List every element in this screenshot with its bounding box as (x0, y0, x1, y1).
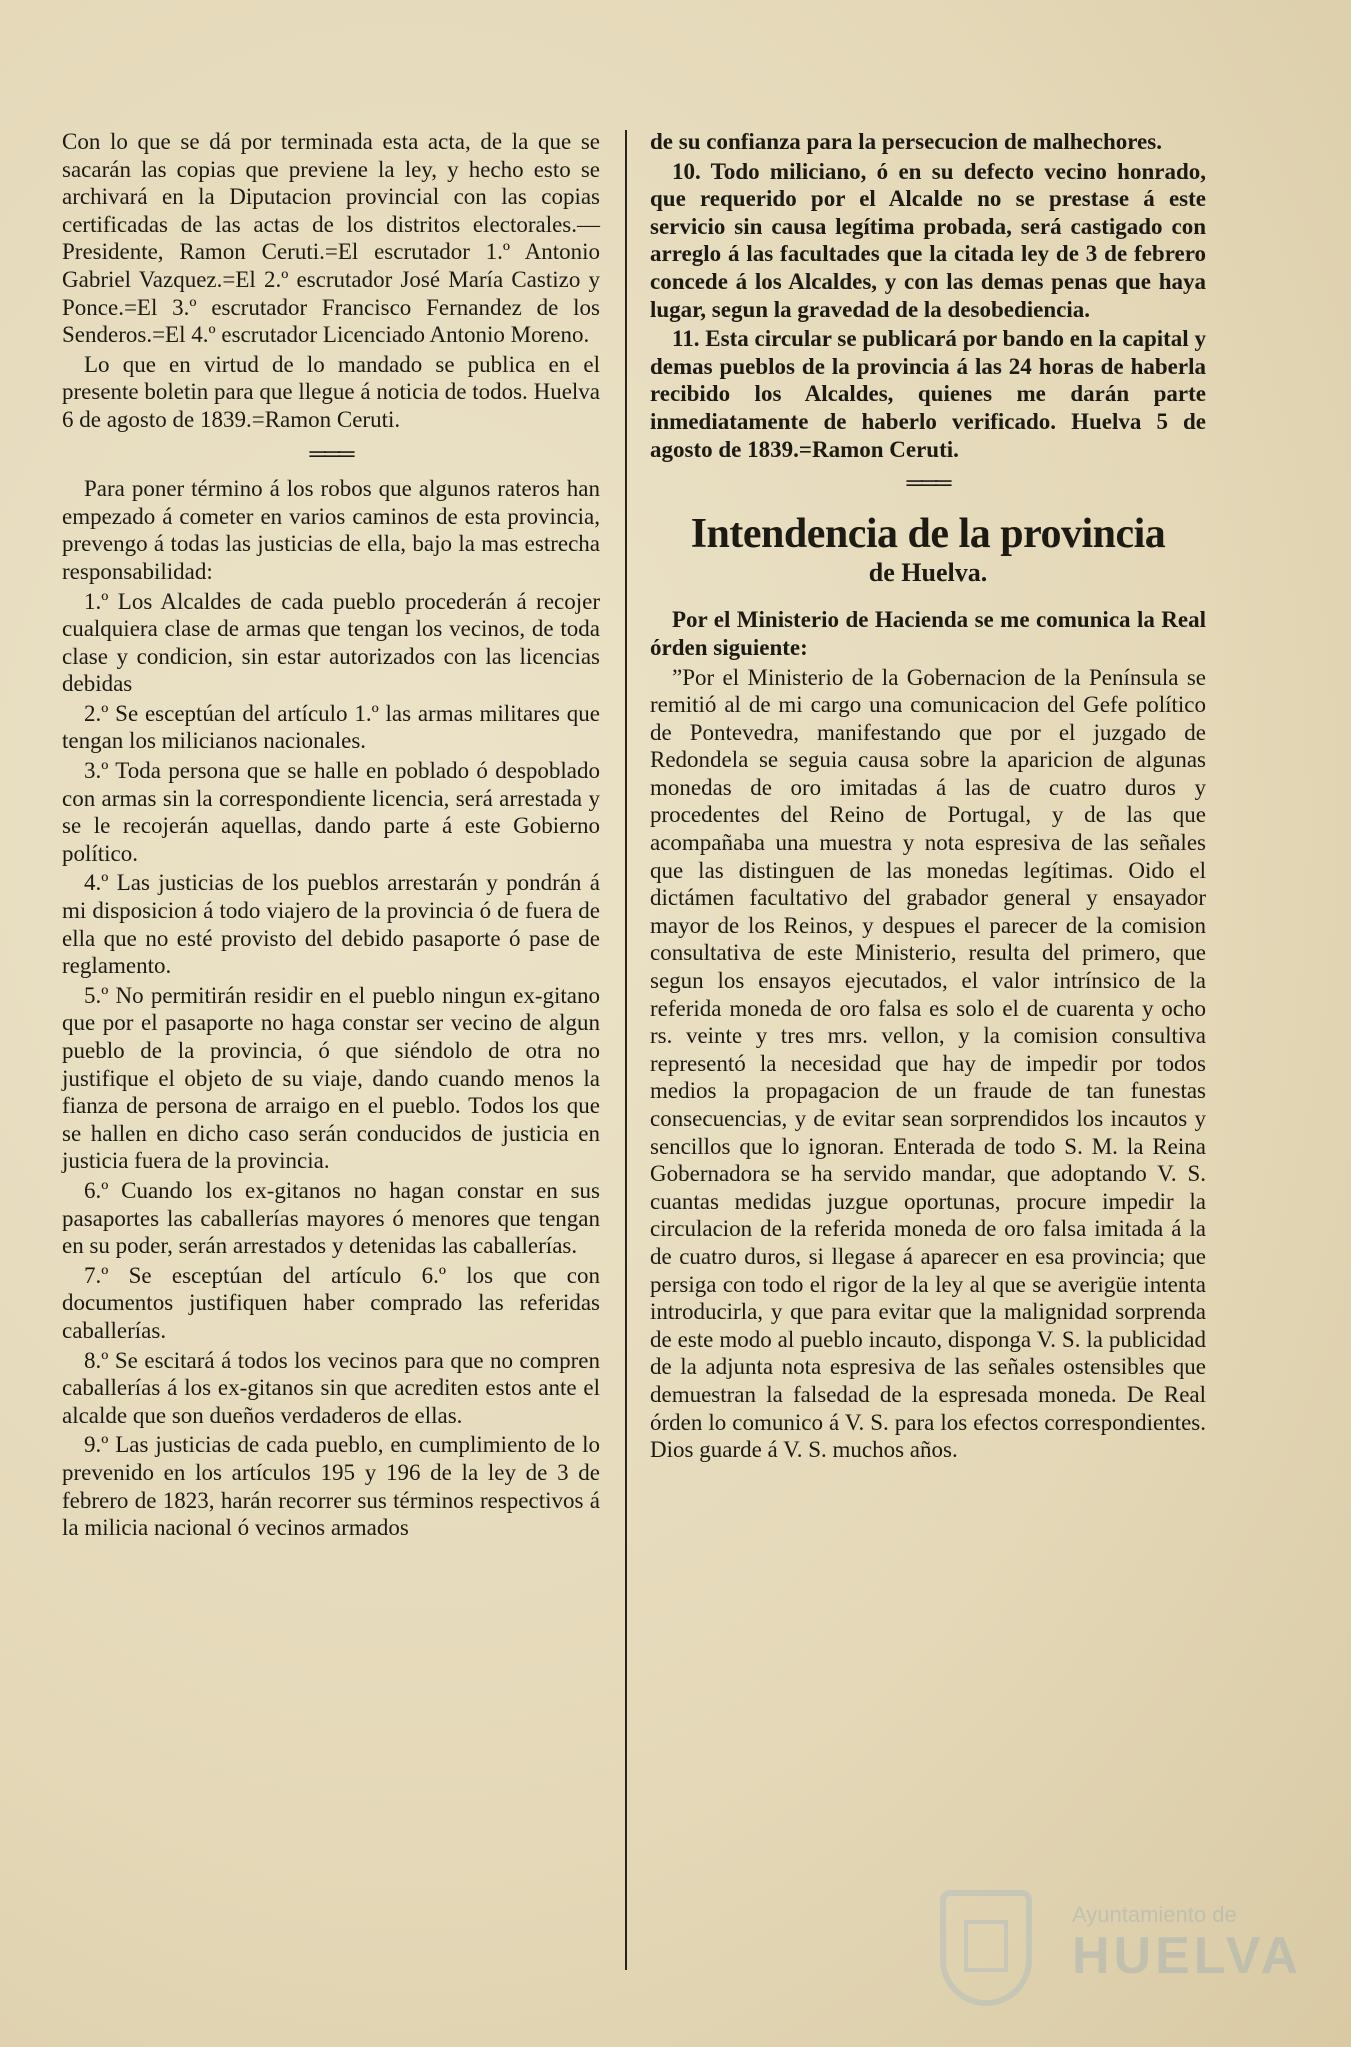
watermark-line1: Ayuntamiento de (1072, 1902, 1237, 1927)
article-2: 2.º Se esceptúan del artículo 1.º las armas militares que tengan los milicianos nacionales. (62, 700, 600, 754)
right-column (650, 128, 1206, 1466)
article-9-continuation: de su confianza para la persecucion de malhechores. (650, 129, 1162, 154)
article-3: 3.º Toda persona que se halle en poblado ó despoblado con armas sin la correspondiente licencia, será arrestada y se le recojerán aquellas, dando parte á este Gobierno político. (62, 758, 600, 866)
article-11: 11. Esta circular se publicará por bando en la capital y demas pueblos de la provincia á las 24 horas de haberla recibido los Alcaldes, quienes me darán parte inmediatamente de haberlo verificado. Huelva 5 de agosto de 1839.=Ramon Ceruti. (650, 326, 1206, 462)
coat-of-arms-icon (940, 1890, 1032, 2006)
article-1: 1.º Los Alcaldes de cada pueblo procederán á recojer cualquiera clase de armas que tengan los vecinos, de toda clase y condicion, sin estar autorizados con las licencias debidas (62, 588, 600, 697)
article-4: 4.º Las justicias de los pueblos arrestarán y pondrán á mi disposicion á todo viajero de la provincia ó de fuera de ella que no esté provisto del debido pasaporte ó pase de reglamento. (62, 870, 600, 979)
article-10: 10. Todo miliciano, ó en su defecto vecino honrado, que requerido por el Alcalde no se prestase á este servicio sin causa legítima probada, será castigado con arreglo á las facultades que la citada ley de 3 de febrero concede á los Alcaldes, y con las demas penas que haya lugar, segun la gravedad de la desobediencia. (650, 158, 1206, 322)
paragraph-robos-intro: Para poner término á los robos que algunos rateros han empezado á cometer en varios caminos de esta provincia, prevengo á todas las justicias de ella, bajo la mas estrecha responsabilidad: (62, 476, 600, 584)
separator: ═══ (906, 470, 950, 496)
archive-watermark (940, 1880, 1303, 2010)
section-heading: Intendencia de la provincia (690, 510, 1166, 557)
separator: ═══ (309, 440, 353, 466)
paragraph-real-orden: ”Por el Ministerio de la Gobernacion de la Península se remitió al de mi cargo una comunicacion del Gefe político de Pontevedra, manifestando que por el juzgado de Redondela se seguia causa sobre la aparicion de algunas monedas de oro imitadas á las de cuatro duros y procedentes del Reino de Portugal, y de las que acompañaba una muestra y nota espresiva de las señales que las distinguen de las monedas legítimas. Oido el dictámen facultativo del grabador general y ensayador mayor de los Reinos, y despues el parecer de la comision consultativa de este Ministerio, resulta del primero, que segun los ensayos ejecutados, el valor intrínsico de la referida moneda de oro falsa es solo el de cuarenta y ocho rs. veinte y tres mrs. vellon, y la comision consultiva representó la necesidad que hay de impedir por todos medios la propagacion de un fraude de tan funestas consecuencias, y de evitar sean sorprendidos los incautos y sencillos que lo ignoran. Enterada de todo S. M. la Reina Gobernadora se ha servido mandar, que adoptando V. S. cuantas medidas juzgue oportunas, procure impedir la circulacion de la referida moneda de oro falsa imitada á la de cuatro duros, si llegase á aparecer en esa provincia; que persiga con todo el rigor de la ley al que se averigüe intenta introducirla, y que para evitar que la malignidad sorprenda de este modo al pueblo incauto, disponga V. S. la publicidad de la adjunta nota espresiva de las señales ostensibles que demuestran la falsedad de la espresada moneda. De Real órden lo comunico á V. S. para los efectos correspondientes. Dios guarde á V. S. muchos años. (650, 664, 1206, 1463)
paragraph-ministerio-intro: Por el Ministerio de Hacienda se me comunica la Real órden siguiente: (650, 607, 1206, 660)
column-divider (625, 130, 627, 1970)
article-8: 8.º Se escitará á todos los vecinos para que no compren caballerías á los ex-gitanos sin que acrediten estos ante el alcalde que son dueños verdaderos de ellas. (62, 1347, 600, 1428)
article-9: 9.º Las justicias de cada pueblo, en cumplimiento de lo prevenido en los artículos 195 y 196 de la ley de 3 de febrero de 1823, harán recorrer sus términos respectivos á la milicia nacional ó vecinos armados (62, 1432, 600, 1541)
section-subheading: de Huelva. (868, 557, 988, 587)
watermark-line2: HUELVA (1072, 1927, 1303, 1985)
article-7: 7.º Se esceptúan del artículo 6.º los que con documentos justifiquen haber comprado las referidas caballerías. (62, 1262, 600, 1343)
paragraph-acta: Con lo que se dá por terminada esta acta, de la que se sacarán las copias que previene la ley, y hecho esto se archivará en la Diputacion provincial con las copias certificadas de las actas de los distritos electorales.—Presidente, Ramon Ceruti.=El escrutador 1.º Antonio Gabriel Vazquez.=El 2.º escrutador José María Castizo y Ponce.=El 3.º escrutador Francisco Fernandez de los Senderos.=El 4.º escrutador Licenciado Antonio Moreno. (62, 129, 600, 348)
paragraph-publication-notice: Lo que en virtud de lo mandado se publica en el presente boletin para que llegue á noticia de todos. Huelva 6 de agosto de 1839.=Ramon Ceruti. (62, 351, 600, 432)
article-5: 5.º No permitirán residir en el pueblo ningun ex-gitano que por el pasaporte no haga constar ser vecino de algun pueblo de la provincia, ó que siéndolo de otra no justifique el objeto de su viaje, dando cuando menos la fianza de persona de arraigo en el pueblo. Todos los que se hallen en dicho caso serán conducidos de justicia en justicia fuera de la provincia. (62, 982, 600, 1174)
article-6: 6.º Cuando los ex-gitanos no hagan constar en sus pasaportes las caballerías mayores ó menores que tengan en su poder, serán arrestados y detenidas las caballerías. (62, 1177, 600, 1259)
left-column (62, 128, 600, 1544)
